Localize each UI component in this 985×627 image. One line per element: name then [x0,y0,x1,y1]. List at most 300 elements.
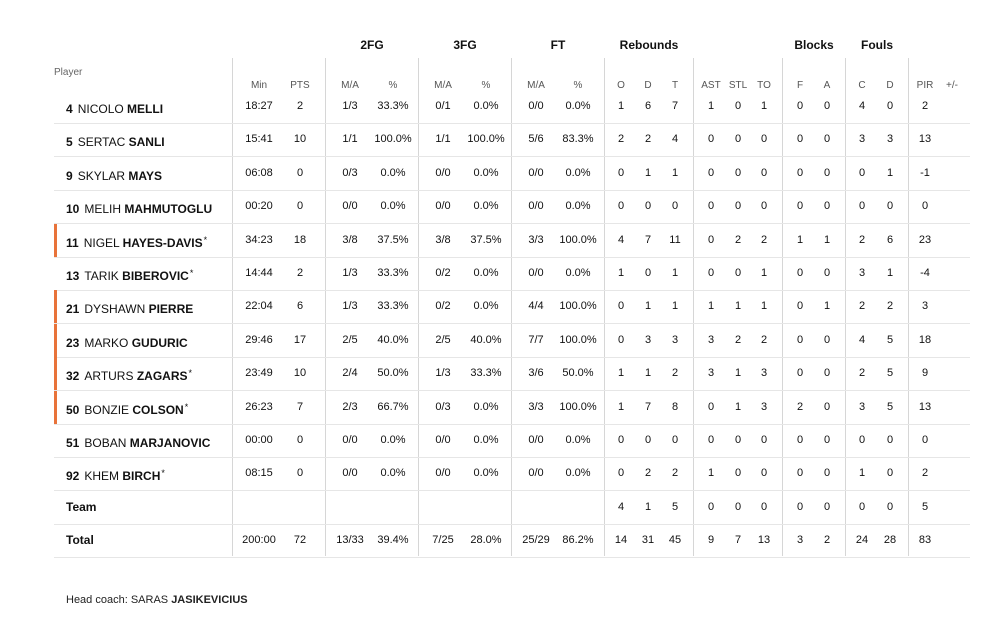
col-header-foul-d: D [886,80,894,91]
stat-blk-f: 0 [796,467,804,480]
stat-to: 2 [760,333,768,346]
stat-ft-ma: 0/0 [528,434,544,446]
col-header-blk-a: A [823,80,831,91]
stat-blk-a: 0 [823,133,831,146]
stat-2fg-ma: 1/3 [342,100,358,112]
stat-foul-c: 4 [858,333,866,346]
stat-ft-pct: 100.0% [559,333,597,346]
team-name [66,491,96,524]
stat-reb-d: 31 [641,534,655,547]
stat-ft-pct: 0.0% [565,100,591,112]
stat-ast: 0 [707,133,715,146]
stat-pts: 6 [296,300,304,313]
stat-2fg-ma: 0/0 [342,434,358,446]
stat-min [237,491,281,524]
player-first-name: NICOLO [77,102,124,116]
stat-2fg-ma: 1/3 [342,300,358,313]
player-star-marker: * [188,368,193,379]
stat-blk-f: 2 [796,400,804,413]
stat-to: 0 [760,467,768,480]
stat-min: 29:46 [245,333,273,346]
stat-plus-minus [930,357,974,390]
stat-reb-t: 0 [671,200,679,213]
stat-3fg-pct [464,491,508,524]
stat-blk-a: 0 [823,467,831,480]
stat-reb-o: 0 [617,166,625,179]
player-last-name: MARJANOVIC [129,436,211,450]
stat-3fg-pct: 33.3% [470,367,502,380]
stat-ft-ma: 0/0 [528,267,544,279]
player-number: 11 [66,235,79,250]
stat-foul-d: 5 [886,400,894,413]
col-header-reb-o: O [617,80,625,91]
stat-pts: 2 [296,100,304,112]
stat-2fg-pct: 33.3% [377,300,409,313]
stat-ast: 0 [707,434,715,446]
stat-min: 00:20 [245,200,273,213]
stat-pts: 7 [296,400,304,413]
player-first-name: NIGEL [83,235,120,250]
stat-reb-o: 0 [617,434,625,446]
stat-reb-d: 0 [644,267,652,279]
player-first-name: KHEM [84,469,120,484]
stat-pir: 0 [921,200,929,213]
stat-reb-t: 1 [671,166,679,179]
stat-blk-f: 1 [796,233,804,246]
player-name [66,391,188,424]
stat-ft-pct: 0.0% [565,267,591,279]
stat-stl: 7 [734,534,742,547]
stat-to: 0 [760,500,768,513]
stat-reb-t: 7 [671,100,679,112]
stat-pts: 17 [293,333,307,346]
player-number: 5 [66,135,73,150]
stat-2fg-ma: 2/3 [342,400,358,413]
col-header-3fg-pct: % [481,80,491,91]
stat-to: 0 [760,133,768,146]
stat-pts: 0 [296,434,304,446]
stat-2fg-ma: 0/0 [342,200,358,213]
player-row [54,324,970,358]
player-last-name: SANLI [128,135,165,150]
stat-ft-pct: 86.2% [562,534,594,547]
stat-reb-t: 5 [671,500,679,513]
player-number: 13 [66,269,80,283]
stat-plus-minus [930,257,974,290]
stat-blk-a: 0 [823,367,831,380]
stat-foul-d: 3 [886,133,894,146]
player-row [54,391,970,425]
stat-foul-d: 1 [886,166,894,179]
player-row [54,224,970,258]
stat-2fg-ma: 3/8 [342,233,358,246]
stat-to: 0 [760,200,768,213]
starter-indicator [54,224,57,257]
player-column-header: Player [54,67,83,78]
stat-2fg-pct: 50.0% [377,367,409,380]
stat-blk-f: 0 [796,100,804,112]
stat-2fg-pct: 66.7% [377,400,409,413]
player-row [54,190,970,224]
group-2fg: 2FG [360,38,384,52]
stat-3fg-ma: 0/2 [435,300,451,313]
stat-3fg-pct: 0.0% [473,100,499,112]
stat-min: 08:15 [245,467,273,480]
stat-min: 34:23 [245,233,273,246]
stat-3fg-pct: 100.0% [467,133,505,146]
stat-stl: 0 [734,133,742,146]
stat-3fg-ma: 0/0 [435,434,451,446]
stat-foul-d: 28 [883,534,897,547]
stat-ft-ma: 0/0 [528,166,544,179]
player-last-name: PIERRE [148,302,194,317]
stat-2fg-pct: 0.0% [380,467,406,480]
stat-ft-ma: 5/6 [528,133,544,146]
player-number: 51 [66,436,80,450]
stat-2fg-pct: 33.3% [377,100,409,112]
stat-pir: 13 [918,400,932,413]
stat-pts: 18 [293,233,307,246]
stat-ast: 0 [707,200,715,213]
stat-ast: 0 [707,267,715,279]
stat-reb-t: 0 [671,434,679,446]
stat-blk-f: 0 [796,200,804,213]
col-header-pts: PTS [290,80,310,91]
stat-blk-f: 0 [796,367,804,380]
stat-reb-o: 1 [617,267,625,279]
stat-stl: 1 [734,367,742,380]
stat-reb-t: 4 [671,133,679,146]
head-coach [66,594,248,606]
stat-3fg-pct: 0.0% [473,434,499,446]
group-ft: FT [550,38,566,52]
stat-blk-a: 0 [823,400,831,413]
stat-foul-c: 2 [858,233,866,246]
stat-reb-d: 2 [644,467,652,480]
stat-3fg-pct: 40.0% [470,333,502,346]
player-name [66,324,189,357]
stat-3fg-ma [421,491,465,524]
stat-pir: 5 [921,500,929,513]
stat-min: 06:08 [245,166,273,179]
stat-ft-ma: 3/3 [528,400,544,413]
stat-pts: 2 [296,267,304,279]
stat-pir: 13 [918,133,932,146]
player-number: 32 [66,369,80,384]
stat-2fg-ma: 1/1 [342,133,358,146]
stat-blk-a: 0 [823,200,831,213]
stat-plus-minus [930,457,974,490]
stat-blk-f: 0 [796,300,804,313]
stat-plus-minus [930,290,974,323]
stat-reb-d: 7 [644,400,652,413]
stat-ft-pct: 0.0% [565,166,591,179]
col-header-ast: AST [701,80,721,91]
stat-reb-d: 2 [644,133,652,146]
stat-foul-d: 0 [886,500,894,513]
player-star-marker: * [161,468,165,479]
player-number: 4 [66,102,73,116]
stat-pts: 0 [296,166,304,179]
stat-pir: 9 [921,367,929,380]
starter-indicator [54,290,57,323]
stat-foul-c: 0 [858,434,866,446]
stat-stl: 0 [734,166,742,179]
player-first-name: SKYLAR [77,168,126,183]
stat-3fg-pct: 0.0% [473,300,499,313]
stat-3fg-ma: 1/1 [435,133,451,146]
stat-pts: 10 [293,133,307,146]
player-number: 23 [66,335,80,350]
stat-reb-d: 0 [644,434,652,446]
stat-plus-minus [930,123,974,156]
stat-ast: 0 [707,400,715,413]
stat-blk-a: 1 [823,233,831,246]
stat-blk-a: 1 [823,300,831,313]
stat-plus-minus [930,324,974,357]
stat-2fg-pct: 100.0% [374,133,412,146]
stat-pir: 18 [918,333,932,346]
stat-stl: 0 [734,500,742,513]
stat-3fg-pct: 0.0% [473,400,499,413]
stat-reb-o: 2 [617,133,625,146]
stat-reb-t: 3 [671,333,679,346]
stat-pts: 72 [293,534,307,547]
stat-min: 14:44 [245,267,273,279]
player-first-name: SERTAC [77,135,126,150]
stat-2fg-pct: 37.5% [377,233,409,246]
stat-foul-c: 1 [858,467,866,480]
player-last-name: BIRCH [122,469,161,484]
stat-reb-t: 8 [671,400,679,413]
stat-pir: -1 [920,166,930,179]
stat-foul-d: 0 [886,467,894,480]
stat-stl: 0 [734,467,742,480]
col-header-reb-t: T [671,80,679,91]
stat-foul-c: 2 [858,300,866,313]
stat-foul-c: 3 [858,267,866,279]
stat-reb-d: 0 [644,200,652,213]
stat-foul-c: 0 [858,200,866,213]
stat-3fg-ma: 2/5 [435,333,451,346]
stat-pts: 0 [296,200,304,213]
stat-stl: 0 [734,100,742,112]
player-name [66,357,192,390]
group-fouls: Fouls [861,38,893,52]
player-row [54,257,970,291]
player-first-name: DYSHAWN [84,302,146,317]
stat-reb-t: 2 [671,367,679,380]
stat-reb-d: 3 [644,333,652,346]
player-number: 21 [66,302,80,317]
stat-stl: 0 [734,267,742,279]
stat-foul-c: 24 [855,534,869,547]
stat-3fg-pct: 0.0% [473,166,499,179]
stat-reb-d: 1 [644,500,652,513]
player-row [54,290,970,324]
player-last-name: MELLI [127,102,164,116]
player-name [66,157,163,190]
player-star-marker: * [184,401,189,412]
stat-blk-f: 0 [796,133,804,146]
starter-indicator [54,357,57,390]
stat-stl: 2 [734,333,742,346]
stat-plus-minus [930,424,974,457]
stat-min: 00:00 [245,434,273,446]
stat-pir: 0 [921,434,929,446]
col-header-plus-minus: +/- [946,80,958,91]
stat-reb-t: 2 [671,467,679,480]
col-header-ft-pct: % [573,80,583,91]
stat-3fg-pct: 0.0% [473,467,499,480]
stat-pir: 83 [918,534,932,547]
stat-ast: 0 [707,233,715,246]
stat-reb-d: 7 [644,233,652,246]
stat-to: 1 [760,300,768,313]
stat-reb-t: 45 [668,534,682,547]
stat-ft-ma: 3/3 [528,233,544,246]
stat-3fg-pct: 28.0% [470,534,502,547]
stat-to: 13 [757,534,771,547]
player-number: 9 [66,168,73,183]
col-header-pir: PIR [916,80,934,91]
stat-reb-o: 14 [614,534,628,547]
stat-blk-a: 0 [823,100,831,112]
stat-to: 3 [760,367,768,380]
stat-ast: 1 [707,100,715,112]
stat-to: 1 [760,100,768,112]
stat-reb-d: 1 [644,367,652,380]
stat-foul-c: 3 [858,133,866,146]
player-last-name: ZAGARS [136,369,188,384]
stat-pir: 3 [921,300,929,313]
stat-to: 3 [760,400,768,413]
stat-2fg-pct: 40.0% [377,333,409,346]
stat-blk-f: 0 [796,166,804,179]
stat-blk-f: 0 [796,500,804,513]
stat-foul-c: 0 [858,500,866,513]
stat-3fg-ma: 0/0 [435,166,451,179]
stat-ft-pct: 100.0% [559,233,597,246]
head-coach-first: SARAS [130,594,169,606]
stat-reb-t: 1 [671,267,679,279]
player-last-name: COLSON [132,402,184,417]
stat-to: 1 [760,267,768,279]
player-star-marker: * [189,268,194,278]
player-name [66,457,165,490]
stat-min: 23:49 [245,367,273,380]
player-number: 92 [66,469,80,484]
stat-2fg-pct: 0.0% [380,200,406,213]
stat-min: 26:23 [245,400,273,413]
stat-pir: 2 [921,100,929,112]
stat-stl: 0 [734,434,742,446]
group-blocks: Blocks [794,38,834,52]
stat-stl: 0 [734,200,742,213]
stat-3fg-ma: 0/0 [435,200,451,213]
stat-foul-c: 3 [858,400,866,413]
stat-3fg-ma: 3/8 [435,233,451,246]
stat-foul-d: 1 [886,267,894,279]
stat-ast: 9 [707,534,715,547]
stat-ft-pct: 0.0% [565,200,591,213]
player-name [66,224,207,257]
stat-pts: 0 [296,467,304,480]
player-name [66,190,213,223]
stat-ast: 1 [707,467,715,480]
stat-pir: -4 [920,267,930,279]
stat-reb-t: 1 [671,300,679,313]
stat-ast: 3 [707,333,715,346]
stat-reb-o: 0 [617,200,625,213]
starter-indicator [54,391,57,424]
stat-ft-ma: 7/7 [528,333,544,346]
stat-2fg-ma: 0/0 [342,467,358,480]
stat-blk-a: 0 [823,500,831,513]
stat-reb-d: 1 [644,300,652,313]
col-header-reb-d: D [644,80,652,91]
player-row [54,157,970,191]
stat-plus-minus [930,190,974,223]
stat-3fg-pct: 37.5% [470,233,502,246]
stat-plus-minus [930,157,974,190]
stat-ft-ma: 0/0 [528,200,544,213]
stat-blk-f: 0 [796,434,804,446]
stat-min: 22:04 [245,300,273,313]
stat-stl: 1 [734,300,742,313]
stat-min: 200:00 [242,534,276,547]
player-name [66,90,164,123]
player-row [54,90,970,124]
player-number: 50 [66,402,80,417]
stat-reb-t: 11 [669,233,681,246]
stat-2fg-ma: 13/33 [336,534,364,547]
stat-2fg-pct: 0.0% [380,434,406,446]
col-header-ft-ma: M/A [527,80,545,91]
stat-reb-o: 4 [617,233,625,246]
starter-indicator [54,324,57,357]
player-first-name: MELIH [84,202,122,217]
total-row [54,524,970,558]
player-name [66,257,193,290]
player-name [66,123,166,156]
col-header-stl: STL [728,80,748,91]
player-row [54,357,970,391]
stat-ft-ma [514,491,558,524]
stat-reb-o: 0 [617,300,625,313]
stat-ft-ma: 3/6 [528,367,544,380]
col-header-min: Min [250,80,268,91]
stat-min: 15:41 [245,133,273,146]
stat-foul-d: 0 [886,434,894,446]
player-first-name: TARIK [84,269,119,283]
stat-foul-d: 5 [886,333,894,346]
player-name [66,424,211,457]
player-last-name: MAYS [128,168,162,183]
stat-3fg-ma: 0/1 [435,100,451,112]
stat-plus-minus [930,491,974,524]
stat-3fg-pct: 0.0% [473,200,499,213]
stat-ft-pct: 100.0% [559,400,597,413]
stat-plus-minus [930,524,974,557]
player-last-name: BIBEROVIC [122,269,189,283]
stat-3fg-pct: 0.0% [473,267,499,279]
player-row [54,424,970,458]
col-header-3fg-ma: M/A [434,80,452,91]
player-first-name: BONZIE [84,402,130,417]
stat-reb-o: 1 [617,100,625,112]
stat-ast: 0 [707,166,715,179]
